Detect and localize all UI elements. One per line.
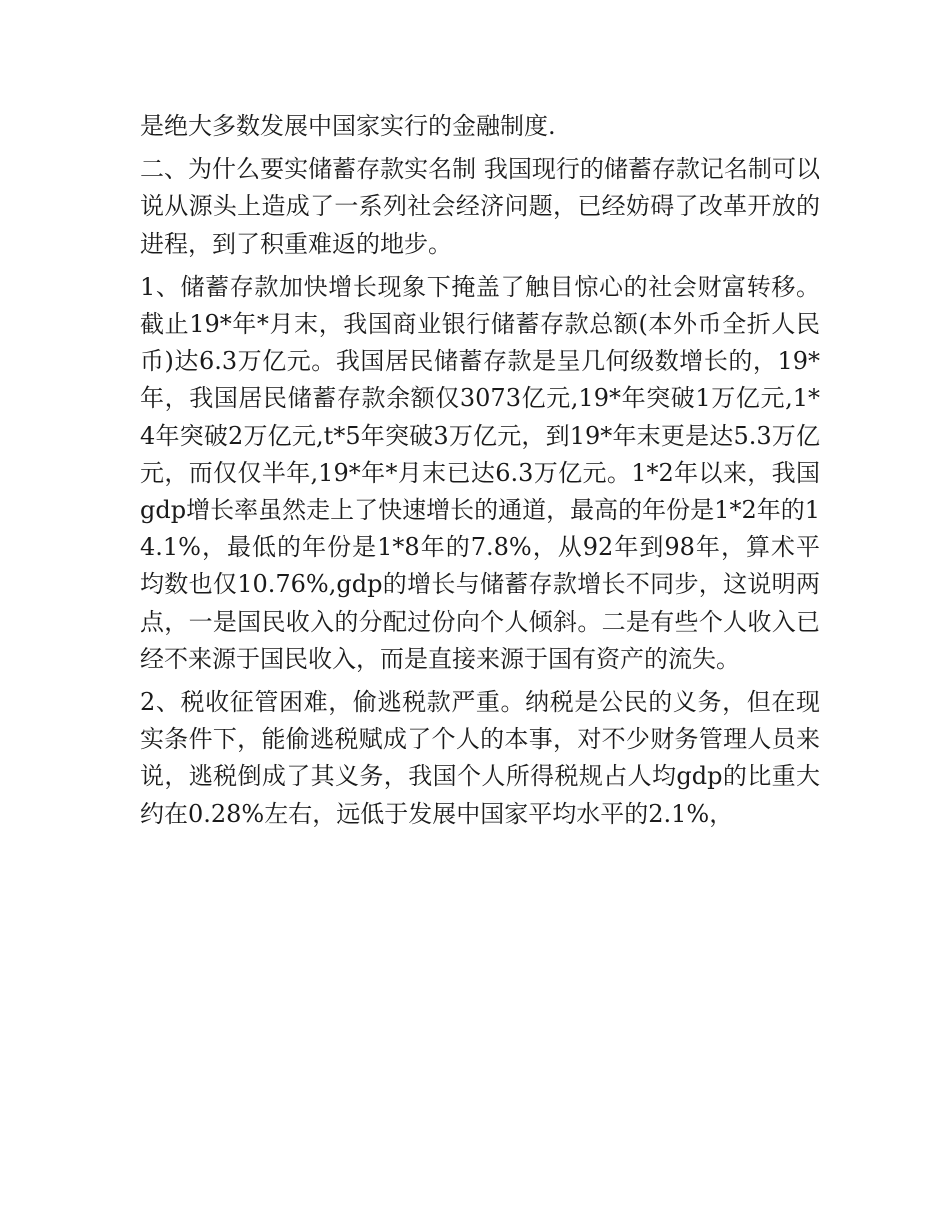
document-body [140, 108, 820, 839]
paragraph-continuation: 是绝大多数发展中国家实行的金融制度. [140, 112, 556, 140]
paragraph-section-two: 二、为什么要实储蓄存款实名制 我国现行的储蓄存款记名制可以说从源头上造成了一系列社会经济问题，已经妨碍了改革开放的进程，到了积重难返的地步。 [140, 155, 820, 258]
paragraph-point-one: 1、储蓄存款加快增长现象下掩盖了触目惊心的社会财富转移。截止19*年*月末，我国商业银行储蓄存款总额(本外币全折人民币)达6.3万亿元。我国居民储蓄存款是呈几何级数增长的，19*年，我国居民储蓄存款余额仅3073亿元,19*年突破1万亿元,1*4年突破2万亿元,t*5年突破3万亿元，到19*年末更是达5.3万亿元，而仅仅半年,19*年*月末已达6.3万亿元。1*2年以来，我国gdp增长率虽然走上了快速增长的通道，最高的年份是1*2年的14.1%，最低的年份是1*8年的7.8%，从92年到98年，算术平均数也仅10.76%,gdp的增长与储蓄存款增长不同步，这说明两点，一是国民收入的分配过份向个人倾斜。二是有些个人收入已经不来源于国民收入，而是直接来源于国有资产的流失。 [140, 272, 820, 673]
paragraph-point-two: 2、税收征管困难，偷逃税款严重。纳税是公民的义务，但在现实条件下，能偷逃税赋成了个人的本事，对不少财务管理人员来说，逃税倒成了其义务，我国个人所得税规占人均gdp的比重大约在0.28%左右，远低于发展中国家平均水平的2.1%， [140, 688, 820, 828]
